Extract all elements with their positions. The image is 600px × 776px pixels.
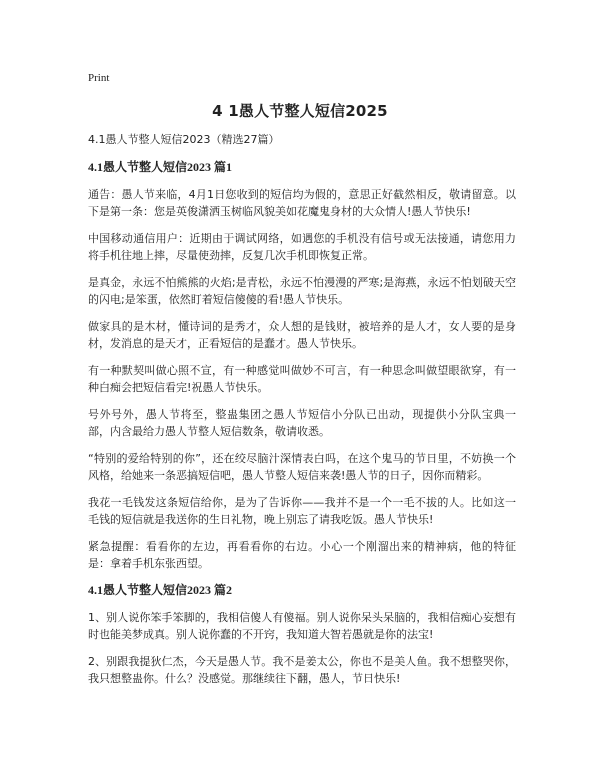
paragraph: 2、别跟我提狄仁杰，今天是愚人节。我不是姜太公，你也不是美人鱼。我不想整哭你，我只想整蛊你。什么？没感觉。那继续往下翻，愚人，节日快乐!	[88, 655, 516, 685]
section-heading-1: 4.1愚人节整人短信2023 篇1	[88, 160, 233, 174]
article-subtitle: 4.1愚人节整人短信2023（精选27篇）	[88, 133, 280, 146]
paragraph: 做家具的是木材，懂诗词的是秀才，众人想的是钱财，被培养的是人才，女人要的是身材，发消息的是天才，正看短信的是蠢才。愚人节快乐。	[88, 320, 516, 350]
paragraph: 我花一毛钱发这条短信给你，是为了告诉你——我并不是一个一毛不拔的人。比如这一毛钱的短信就是我送你的生日礼物，晚上别忘了请我吃饭。愚人节快乐!	[88, 496, 516, 526]
paragraph: 1、别人说你笨手笨脚的，我相信傻人有傻福。别人说你呆头呆脑的，我相信痴心妄想有时也能美梦成真。别人说你蠢的不开窍，我知道大智若愚就是你的法宝!	[88, 611, 516, 641]
article-body	[88, 131, 516, 697]
paragraph: 中国移动通信用户：近期由于调试网络，如遇您的手机没有信号或无法接通，请您用力将手机往地上摔，尽量使劲摔，反复几次手机即恢复正常。	[88, 232, 516, 262]
print-link[interactable]: Print	[88, 72, 110, 84]
paragraph: 通告：愚人节来临，4月1日您收到的短信均为假的，意思正好截然相反，敬请留意。以下是第一条：您是英俊潇洒玉树临风貌美如花魔鬼身材的大众情人!愚人节快乐!	[88, 188, 516, 218]
paragraph: 有一种默契叫做心照不宣，有一种感觉叫做妙不可言，有一种思念叫做望眼欲穿，有一种白痴会把短信看完!祝愚人节快乐。	[88, 364, 516, 394]
paragraph: “特别的爱给特别的你”，还在绞尽脑汁深情表白吗，在这个鬼马的节日里，不妨换一个风格，给她来一条恶搞短信吧，愚人节整人短信来袭!愚人节的日子，因你而精彩。	[88, 452, 516, 482]
paragraph: 紧急提醒：看看你的左边，再看看你的右边。小心一个刚溜出来的精神病，他的特征是：拿着手机东张西望。	[88, 540, 516, 570]
section-heading-2: 4.1愚人节整人短信2023 篇2	[88, 583, 233, 597]
paragraph: 是真金，永远不怕熊熊的火焰;是青松，永远不怕漫漫的严寒;是海燕，永远不怕划破天空的闪电;是笨蛋，依然盯着短信傻傻的看!愚人节快乐。	[88, 276, 516, 306]
page-title: 4 1愚人节整人短信2025	[212, 102, 388, 120]
paragraph: 号外号外，愚人节将至，整蛊集团之愚人节短信小分队已出动，现提供小分队宝典一部，内含最给力愚人节整人短信数条，敬请收悉。	[88, 408, 516, 438]
